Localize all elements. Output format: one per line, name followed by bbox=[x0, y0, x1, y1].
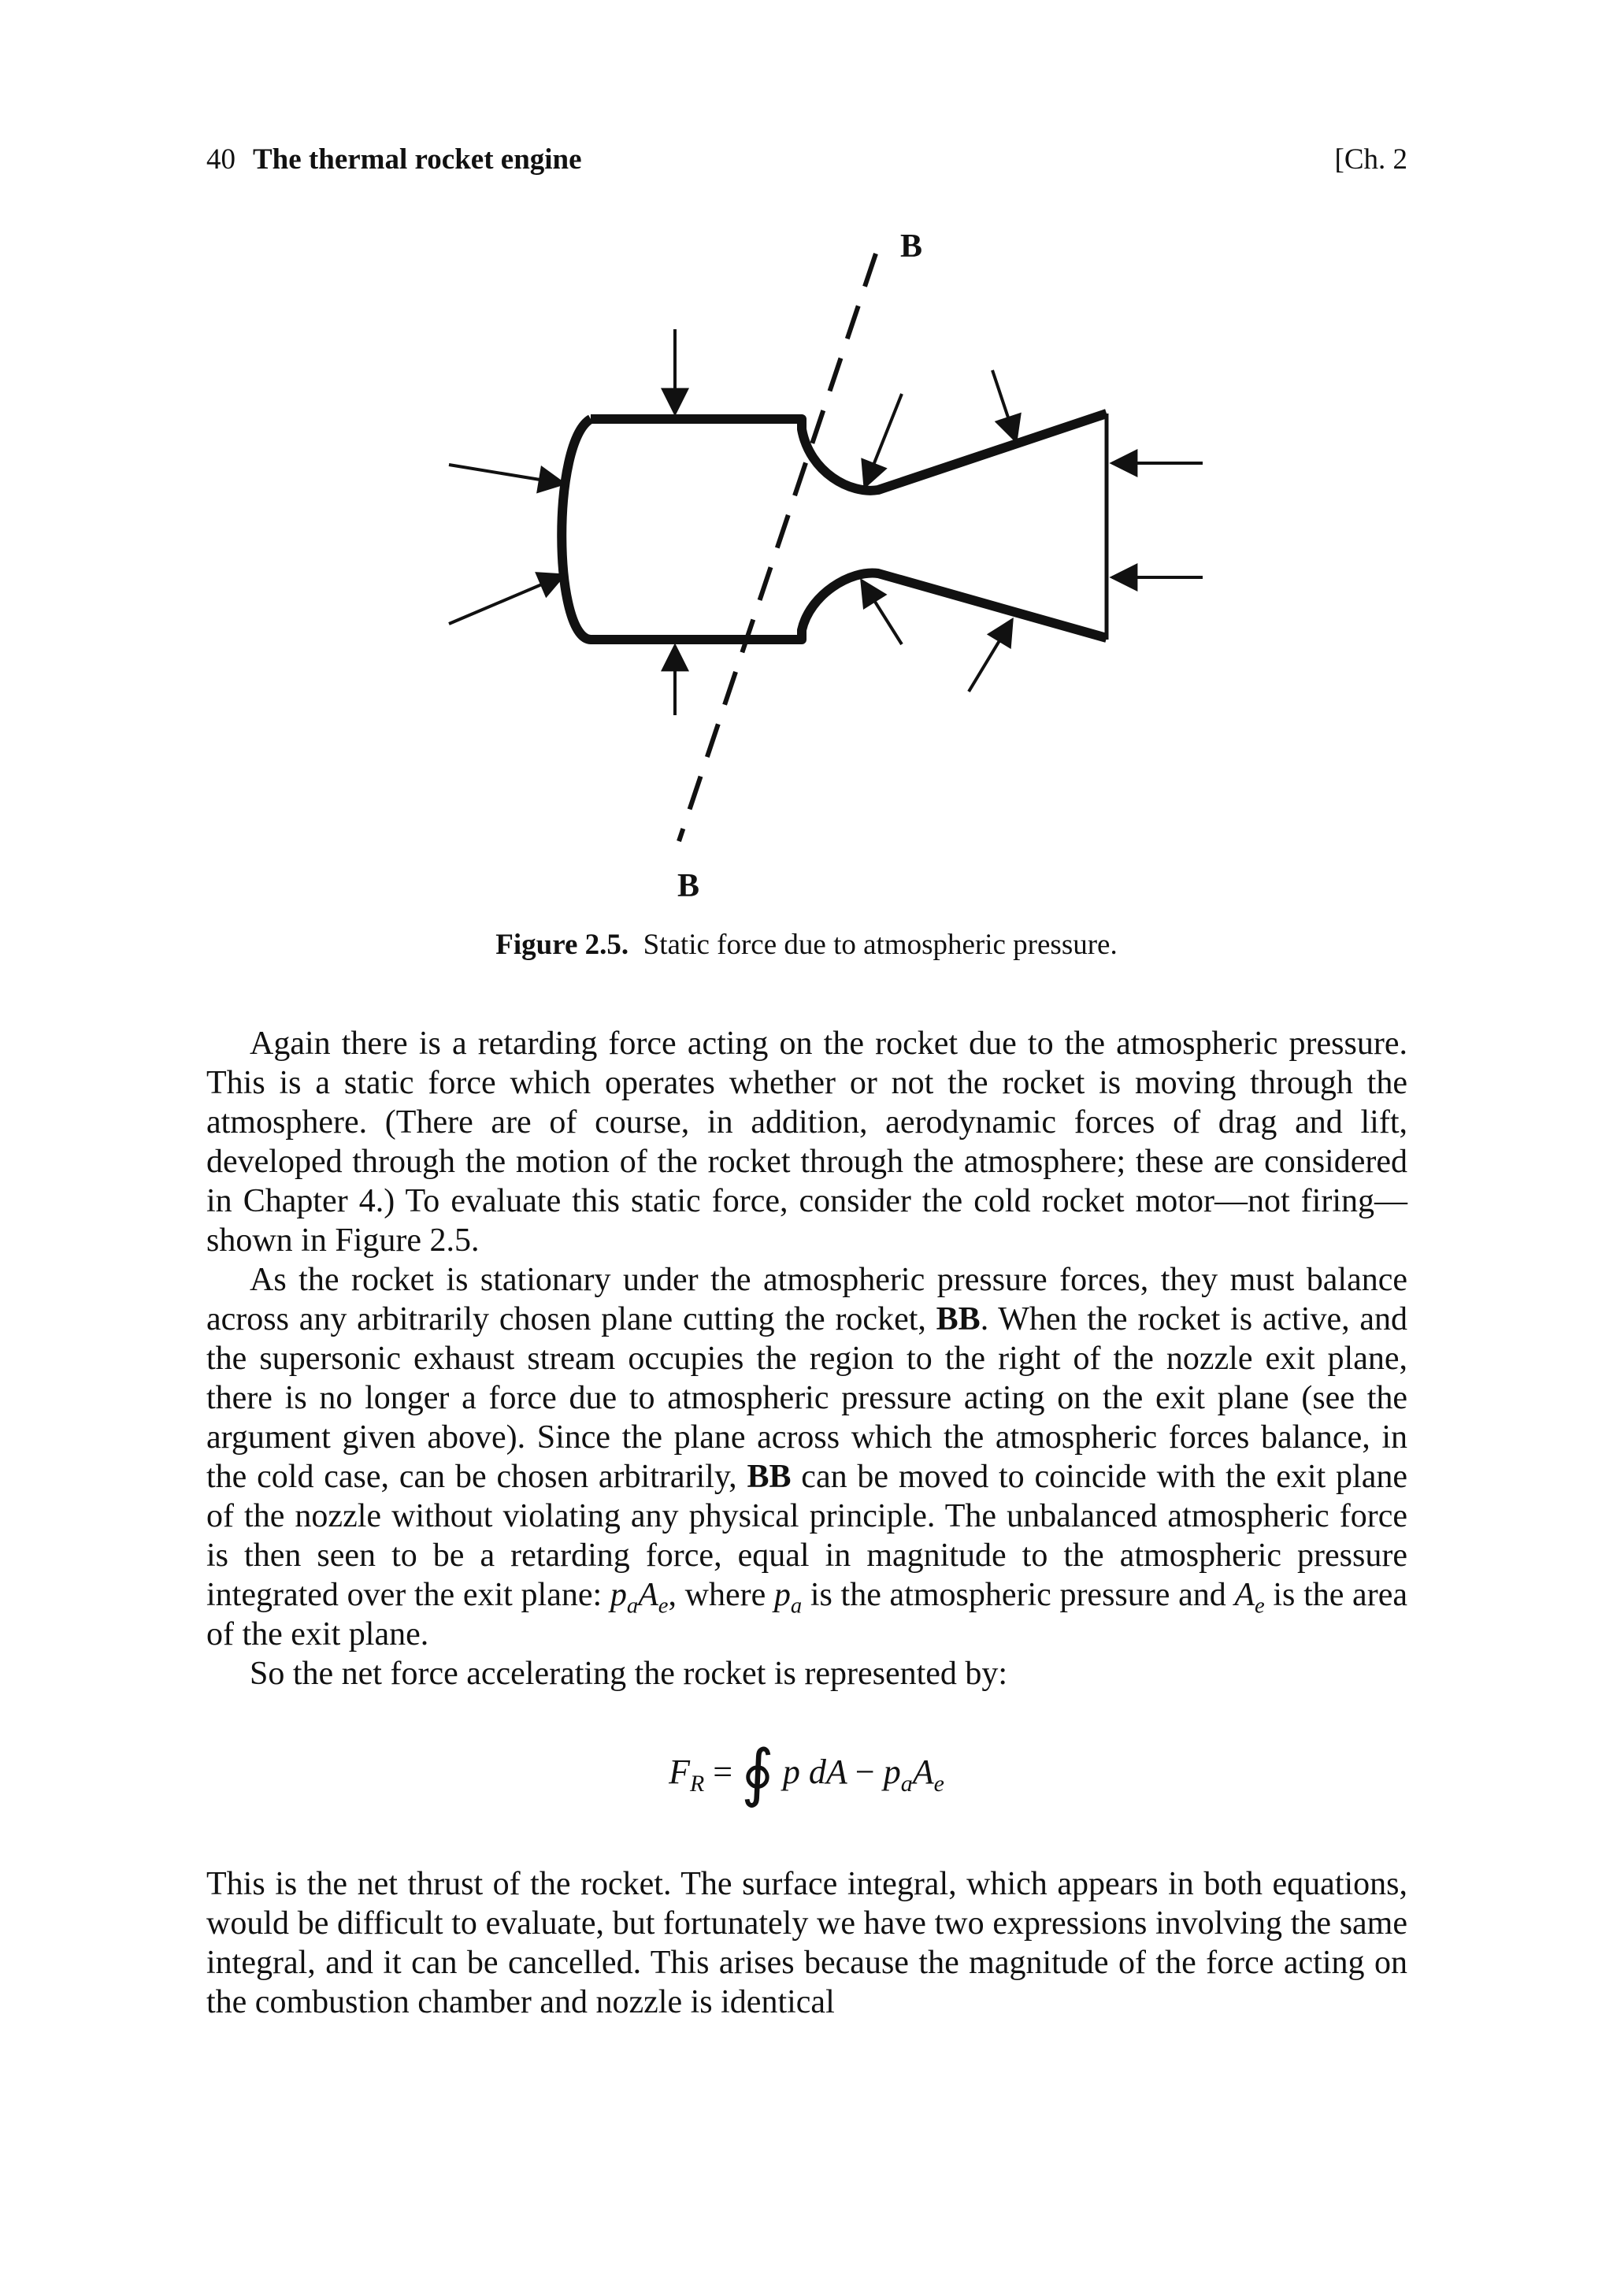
pressure-arrow bbox=[992, 370, 1016, 441]
math-subscript: a bbox=[790, 1593, 803, 1619]
plane-label-top: B bbox=[900, 228, 923, 265]
paragraph bbox=[206, 1260, 1407, 1654]
cutting-plane-bb bbox=[679, 254, 876, 841]
math-subscript: a bbox=[626, 1593, 639, 1619]
rocket-outline-lower bbox=[591, 414, 1107, 491]
text-run: , where bbox=[668, 1577, 774, 1613]
plane-ref: BB bbox=[747, 1459, 792, 1495]
rocket-pressure-figure bbox=[0, 0, 1613, 922]
figure-caption bbox=[0, 928, 1613, 963]
running-title: The thermal rocket engine bbox=[253, 143, 582, 176]
eq-integral-sign: ∮ bbox=[741, 1739, 774, 1808]
math-symbol: p bbox=[610, 1577, 627, 1613]
eq-operator: − bbox=[855, 1753, 875, 1791]
caption-text: Static force due to atmospheric pressure. bbox=[643, 929, 1118, 961]
body-text-upper bbox=[206, 1024, 1407, 1693]
pressure-arrow bbox=[862, 580, 902, 644]
text-run: As the rocket is stationary under the atmospheric pressure forces, they must balance across any arbitrarily chosen plane cutting the rocket, bbox=[206, 1262, 1407, 1337]
text-run: can be moved to coincide with the exit plane of the nozzle without violating any physical principle. The unbalanced atmospheric force is then seen to be a retarding force, equal in magnitude to the atmospheric pressure integrated over the exit plane: bbox=[206, 1459, 1407, 1613]
chapter-marker: [Ch. 2 bbox=[1334, 143, 1407, 176]
math-subscript: e bbox=[658, 1593, 669, 1619]
thrust-equation bbox=[0, 1739, 1613, 1808]
eq-symbol: A bbox=[912, 1753, 934, 1791]
paragraph: Again there is a retarding force acting on the rocket due to the atmospheric pressure. This is a static force which operates whether or not the rocket is moving through the atmosphere. (There are of course, in addition, aerodynamic forces of drag and lift, developed through the motion of the rocket through the atmosphere; these are considered in Chapter 4.) To evaluate this static force, consider the cold rocket motor—not firing—shown in Figure 2.5. bbox=[206, 1026, 1407, 1259]
pressure-arrow bbox=[865, 394, 902, 487]
body-text-lower bbox=[206, 1864, 1407, 2022]
pressure-arrow bbox=[449, 465, 564, 484]
pressure-arrow bbox=[969, 620, 1012, 692]
caption-label: Figure 2.5. bbox=[495, 929, 629, 961]
paragraph: So the net force accelerating the rocket is represented by: bbox=[250, 1656, 1008, 1692]
eq-subscript: R bbox=[690, 1770, 705, 1797]
text-run: is the area of the exit plane. bbox=[206, 1577, 1407, 1652]
math-symbol: p bbox=[773, 1577, 791, 1613]
math-subscript: e bbox=[1255, 1593, 1265, 1619]
rocket-outline-upper bbox=[562, 419, 1107, 640]
math-symbol: A bbox=[1234, 1577, 1255, 1613]
eq-symbol: p bbox=[883, 1753, 901, 1791]
plane-label-bottom: B bbox=[677, 868, 700, 904]
eq-subscript: e bbox=[933, 1770, 944, 1797]
math-symbol: A bbox=[638, 1577, 658, 1613]
text-run: is the atmospheric pressure and bbox=[802, 1577, 1235, 1613]
eq-integrand: p dA bbox=[782, 1753, 847, 1791]
eq-symbol: F bbox=[669, 1753, 691, 1791]
text-run: . When the rocket is active, and the supersonic exhaust stream occupies the region to the right of the nozzle exit plane, there is no longer a force due to atmospheric pressure acting on the exit plane (see the argument given above). Since the plane across which the atmospheric forces balance, in the cold case, can be chosen arbitrarily, bbox=[206, 1301, 1407, 1495]
paragraph: This is the net thrust of the rocket. The surface integral, which appears in both equations, would be difficult to evaluate, but fortunately we have two expressions involving the same integral, and it can be cancelled. This arises because the magnitude of the force acting on the combustion chamber and nozzle is identical bbox=[206, 1866, 1407, 2020]
plane-ref: BB bbox=[936, 1301, 981, 1337]
eq-subscript: a bbox=[900, 1770, 913, 1797]
eq-operator: = bbox=[713, 1753, 733, 1791]
page-number: 40 bbox=[206, 143, 235, 176]
pressure-arrow bbox=[449, 575, 564, 624]
